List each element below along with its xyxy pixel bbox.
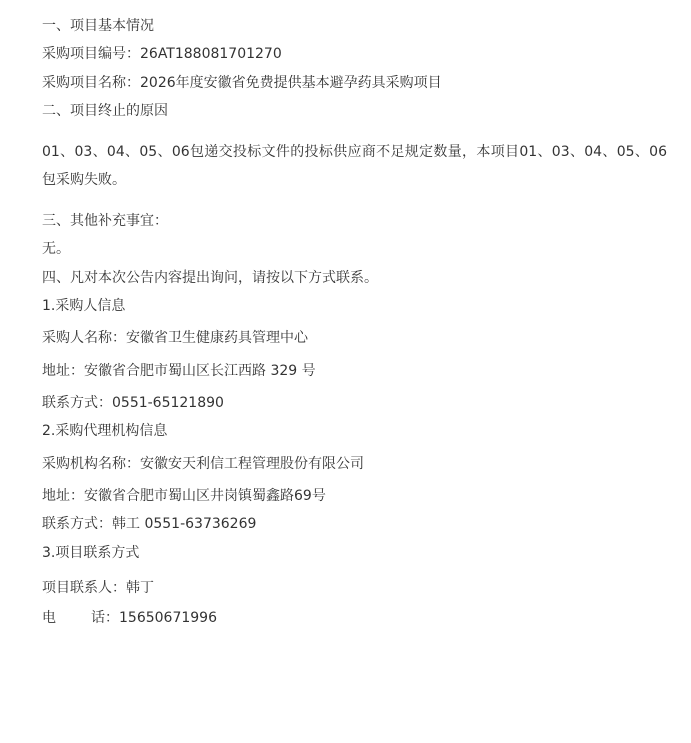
purchaser-contact: 联系方式：0551-65121890 <box>42 395 224 411</box>
agency-name: 采购机构名称：安徽安天利信工程管理股份有限公司 <box>42 456 364 472</box>
project-contact-heading: 3.项目联系方式 <box>42 545 140 561</box>
section-3-content: 无。 <box>42 241 70 257</box>
phone-label-rest: 话：15650671996 <box>91 610 217 626</box>
project-name: 采购项目名称：2026年度安徽省免费提供基本避孕药具采购项目 <box>42 75 442 91</box>
section-3-heading: 三、其他补充事宜： <box>42 213 168 229</box>
purchaser-address: 地址：安徽省合肥市蜀山区长江西路 329 号 <box>42 363 316 379</box>
agency-contact: 联系方式：韩工 0551-63736269 <box>42 516 257 532</box>
purchaser-name: 采购人名称：安徽省卫生健康药具管理中心 <box>42 330 308 346</box>
project-contact-person: 项目联系人：韩丁 <box>42 580 154 596</box>
agency-address: 地址：安徽省合肥市蜀山区井岗镇蜀鑫路69号 <box>42 488 326 504</box>
project-contact-phone <box>42 608 217 628</box>
section-2-heading: 二、项目终止的原因 <box>42 103 168 119</box>
termination-reason: 01、03、04、05、06包递交投标文件的投标供应商不足规定数量，本项目01、03、04、05、06包采购失败。 <box>42 144 667 188</box>
section-4-heading: 四、凡对本次公告内容提出询问，请按以下方式联系。 <box>42 270 378 286</box>
section-1-heading: 一、项目基本情况 <box>42 18 154 34</box>
phone-label-first-char: 电 <box>42 610 56 626</box>
purchaser-heading: 1.采购人信息 <box>42 298 126 314</box>
agency-heading: 2.采购代理机构信息 <box>42 423 168 439</box>
project-number: 采购项目编号：26AT188081701270 <box>42 46 282 62</box>
